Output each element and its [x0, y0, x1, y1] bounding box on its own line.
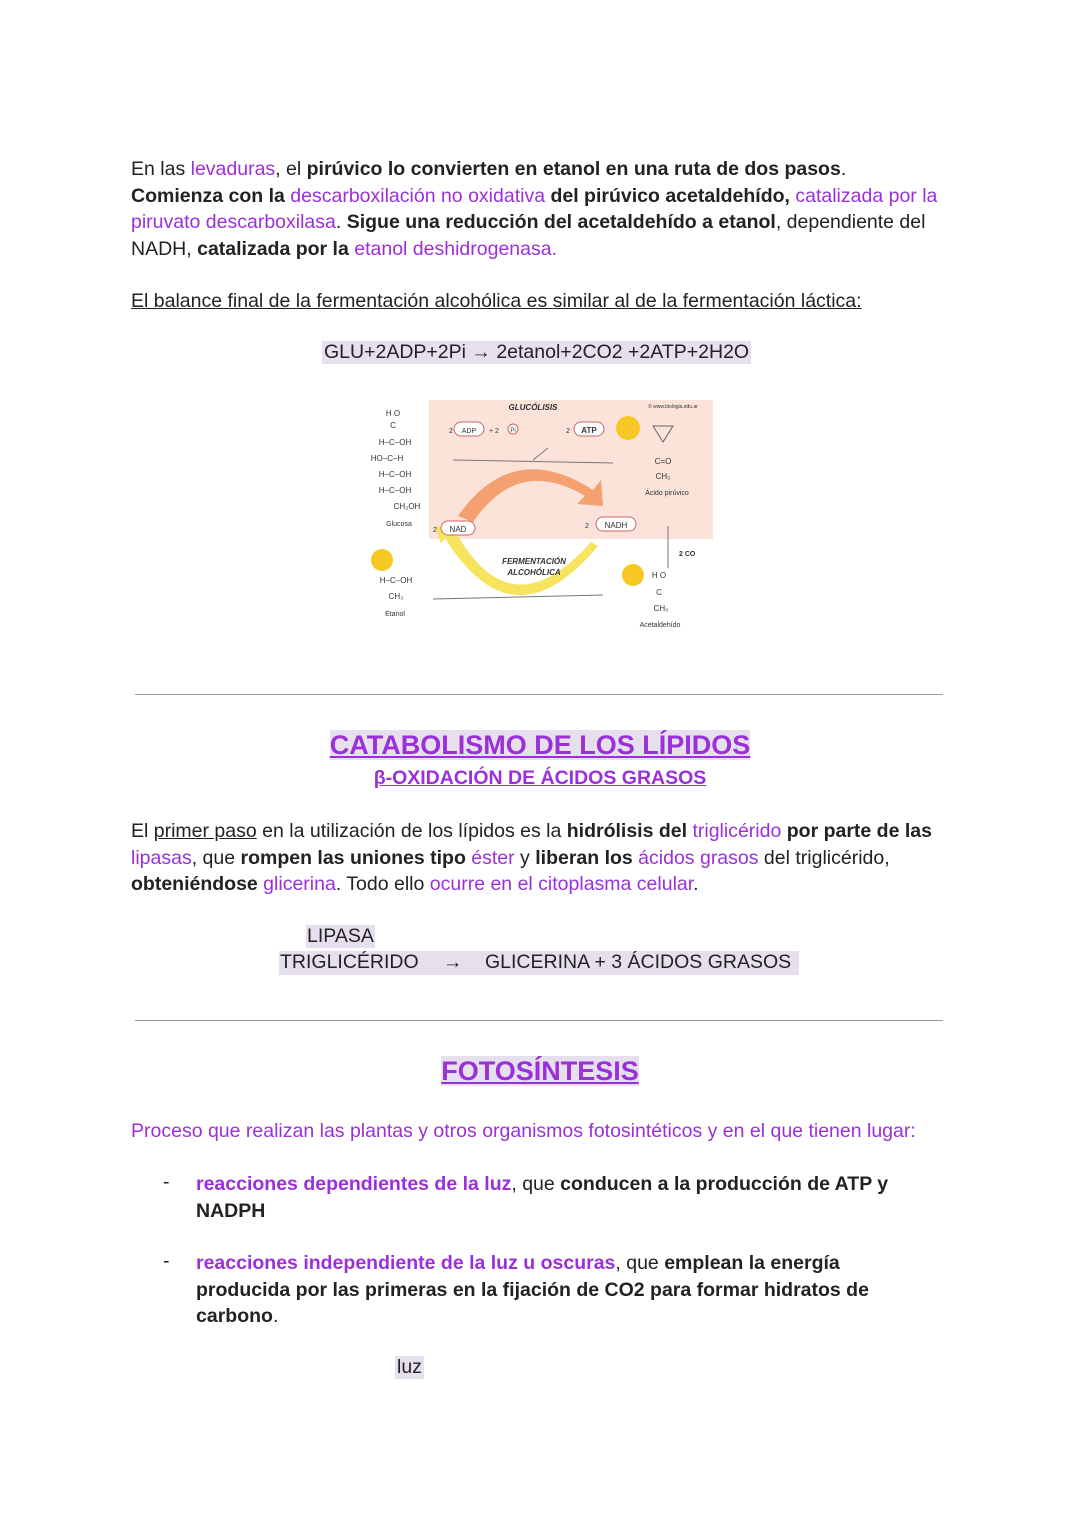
text: . [335, 211, 347, 233]
text: del triglicérido, [758, 846, 890, 869]
text: glicerina [257, 873, 336, 895]
text: por parte de las [781, 820, 932, 842]
text: , que [191, 846, 241, 869]
text: descarboxilación no oxidativa [290, 184, 546, 207]
text: éster [465, 846, 515, 869]
label: 2 [433, 527, 437, 534]
acetaldehyde-line: CH₃ [653, 604, 669, 613]
bullet-dark-reactions [196, 1250, 896, 1330]
co2-label: 2 CO [679, 551, 696, 558]
pyruvate-label: Ácido pirúvico [645, 490, 689, 497]
text: El [131, 820, 154, 842]
ethanol-line: CH₃ [388, 592, 404, 601]
text: reacciones independiente de la luz u oscuras [196, 1252, 616, 1274]
text: . Todo ello [335, 873, 425, 895]
dot [616, 416, 640, 440]
equation-reactant: TRIGLICÉRIDO [280, 951, 419, 973]
pyruvate-line: C=O [654, 457, 672, 466]
equation-fermentation: GLU+2ADP+2Pi → 2etanol+2CO2 +2ATP+2H2O [324, 341, 750, 363]
glucose-line: CH₂OH [393, 502, 421, 511]
divider [135, 1020, 943, 1021]
text: lipasas [131, 846, 192, 869]
text: . [693, 873, 699, 895]
ferment-label: ALCOHÓLICA [507, 568, 561, 577]
text: , el [275, 158, 307, 180]
text: obteniéndose [131, 873, 258, 895]
text: emplean la energía producida por las primeras en la fijación de CO2 para formar hidratos de carbono [196, 1252, 869, 1327]
text: En las [131, 158, 191, 180]
text: primer paso [153, 820, 257, 842]
text: hidrólisis del [566, 820, 688, 842]
label: 2 [449, 428, 453, 435]
lipids-paragraph [131, 818, 951, 898]
ethanol-line: H–C–OH [379, 576, 413, 585]
text: rompen las uniones tipo [240, 846, 466, 869]
label: + 2 [489, 428, 499, 435]
text: liberan los [535, 846, 633, 869]
acetaldehyde-label: Acetaldehído [639, 622, 681, 629]
text: catalizada por la piruvato descarboxilasa [131, 184, 938, 233]
fermentation-diagram [363, 398, 713, 633]
text: ácidos grasos [632, 846, 759, 869]
balance-text: El balance final de la fermentación alcohólica es similar al de la fermentación láctica: [131, 290, 862, 312]
glucose-label: Glucosa [386, 521, 412, 528]
equation-products: GLICERINA + 3 ÁCIDOS GRASOS [485, 951, 792, 973]
equation-arrow: → [443, 951, 463, 973]
bullet-light-reactions [196, 1171, 916, 1224]
atp-label: ATP [581, 426, 597, 435]
label: 2 [566, 428, 570, 435]
text: . [840, 158, 847, 180]
text: etanol deshidrogenasa. [348, 237, 557, 260]
text: , que [511, 1173, 561, 1195]
photosynthesis-intro: Proceso que realizan las plantas y otros organismos fotosintéticos y en el que tienen lugar: [131, 1120, 916, 1142]
section-subtitle-beta [0, 767, 1080, 790]
divider [135, 694, 943, 695]
adp-label: ADP [461, 428, 477, 435]
section-title-photosynthesis [0, 1056, 1080, 1087]
enzyme-lipasa: LIPASA [307, 925, 374, 947]
acetaldehyde-line: H O [651, 571, 667, 580]
text: triglicérido [687, 820, 782, 842]
intro-paragraph [131, 156, 946, 262]
nad-label: NAD [449, 525, 467, 534]
glucose-line: H O [385, 409, 401, 418]
diagram-title: GLUCÓLISIS [508, 403, 558, 412]
bullet-dash: - [163, 1171, 170, 1193]
bullet-dash: - [163, 1250, 170, 1272]
text: conducen a la producción de ATP y NADPH [196, 1173, 889, 1222]
glucose-line: HO–C–H [370, 454, 404, 463]
glucose-line: H–C–OH [378, 438, 412, 447]
glucose-line: H–C–OH [378, 470, 412, 479]
ethanol-label: Etanol [385, 611, 405, 618]
dot [622, 564, 644, 586]
text: y [514, 846, 536, 869]
text: reacciones dependientes de la luz [196, 1173, 512, 1195]
text: levaduras [190, 158, 276, 180]
pyruvate-line: CH₃ [655, 472, 671, 481]
text: β-OXIDACIÓN DE ÁCIDOS GRASOS [373, 767, 707, 789]
nadh-label: NADH [604, 521, 628, 530]
luz-label: luz [397, 1356, 422, 1378]
text: en la utilización de los lípidos es la [256, 820, 567, 842]
text: , dependiente del NADH, [131, 211, 926, 260]
text: . [272, 1305, 279, 1327]
text: ocurre en el citoplasma celular [424, 873, 694, 895]
text: catalizada por la [197, 237, 349, 260]
acetaldehyde-line: C [656, 588, 662, 597]
text: , que [615, 1252, 665, 1274]
glucose-line: H–C–OH [378, 486, 412, 495]
label: 2 [585, 523, 589, 530]
text: del pirúvico acetaldehído, [545, 184, 790, 207]
text: FOTOSÍNTESIS [441, 1056, 639, 1086]
diagram-credit: © www.biologia.edu.ar [648, 404, 698, 410]
text: Sigue una reducción del acetaldehído a etanol [346, 211, 776, 233]
text: pirúvico lo convierten en etanol en una ruta de dos pasos [306, 158, 841, 180]
section-title-lipids [0, 730, 1080, 761]
glucose-line: C [390, 421, 396, 430]
dot [371, 549, 393, 571]
text: CATABOLISMO DE LOS LÍPIDOS [329, 730, 751, 760]
text: Comienza con la [131, 184, 291, 207]
pi-label: Pi [510, 428, 516, 434]
ferment-label: FERMENTACIÓN [502, 557, 566, 566]
